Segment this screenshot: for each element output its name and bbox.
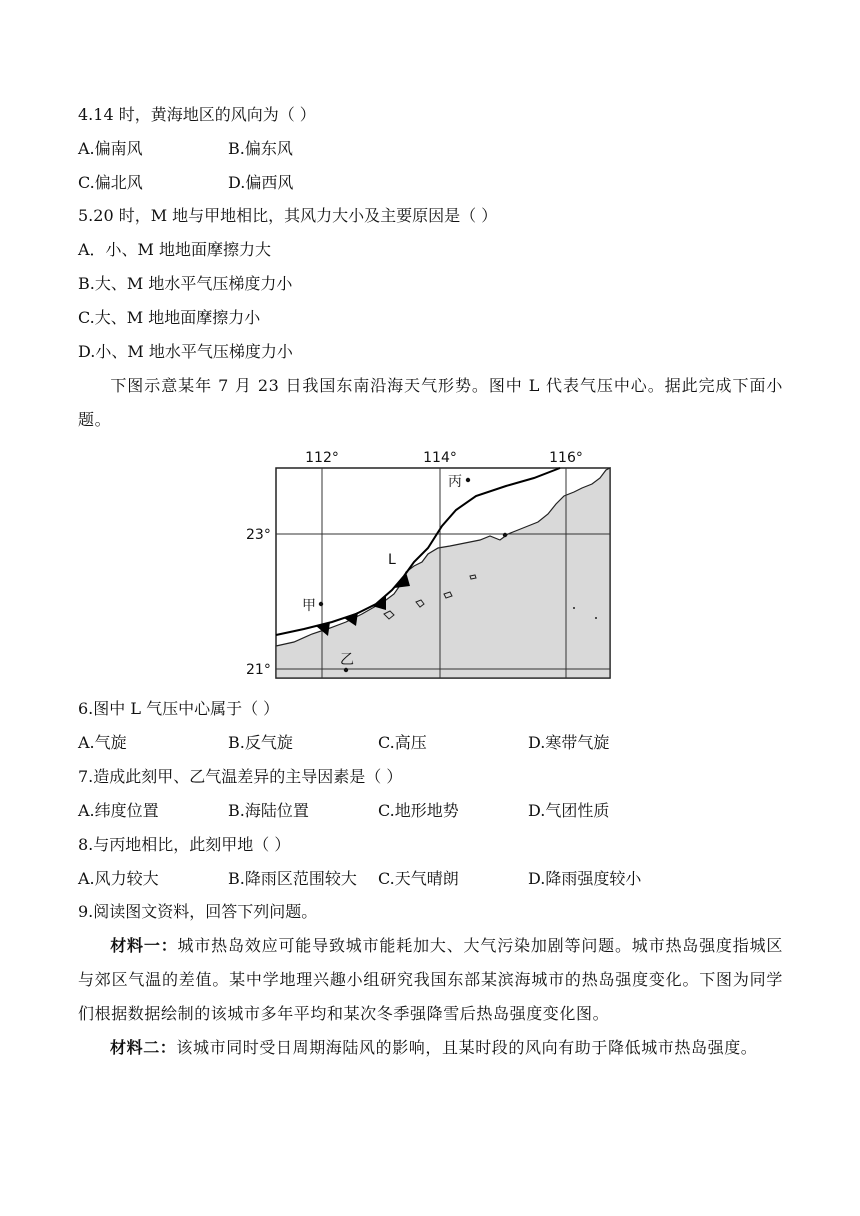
material-one-text: 城市热岛效应可能导致城市能耗加大、大气污染加剧等问题。城市热岛强度指城区与郊区气温的差值。某中学地理兴趣小组研究我国东部某滨海城市的热岛强度变化。下图为同学们根据数据绘制的该城市多年平均和某次冬季强降雪后热岛强度变化图。 [78,936,783,1023]
place-label-jia: 甲 [302,598,316,614]
q6-stem: 6.图中 L 气压中心属于（ ） [78,699,280,718]
q8-option-c: C.天气晴朗 [378,869,459,888]
q6-option-d: D.寒带气旋 [528,733,610,752]
lon-label-114: 114° [423,450,457,466]
pressure-center-label: L [388,552,396,568]
q5-option-a: A．小、M 地地面摩擦力大 [78,240,272,259]
q7-stem: 7.造成此刻甲、乙气温差异的主导因素是（ ） [78,767,403,786]
q4-option-a: A.偏南风 [78,139,143,158]
material-one-label: 材料一： [110,936,178,955]
q4-option-d: D.偏西风 [228,173,294,192]
place-label-bing: 丙 [448,474,462,490]
q7-option-c: C.地形地势 [378,801,459,820]
lat-label-23: 23° [246,527,271,543]
place-dot-bing [466,478,470,482]
q9-stem: 9.阅读图文资料，回答下列问题。 [78,902,318,921]
q7-option-d: D.气团性质 [528,801,610,820]
q4-stem: 4.14 时，黄海地区的风向为（ ） [78,105,316,124]
material-two-label: 材料二： [110,1038,177,1057]
q7-option-a: A.纬度位置 [78,801,159,820]
q5-option-b: B.大、M 地水平气压梯度力小 [78,274,293,293]
lon-label-112: 112° [305,450,339,466]
city-dot [503,533,507,537]
q7-option-b: B.海陆位置 [228,801,309,820]
islet-dot [595,617,597,619]
lat-label-21: 21° [246,662,271,678]
q5-option-c: C.大、M 地地面摩擦力小 [78,308,261,327]
q8-option-d: D.降雨强度较小 [528,869,642,888]
place-dot-yi [344,668,348,672]
q8-option-a: A.风力较大 [78,869,159,888]
q5-option-d: D.小、M 地水平气压梯度力小 [78,342,293,361]
q6-option-a: A.气旋 [78,733,127,752]
q4-option-b: B.偏东风 [228,139,293,158]
material-two-text: 该城市同时受日周期海陆风的影响，且某时段的风向有助于降低城市热岛强度。 [176,1038,758,1057]
material-two [78,1031,783,1065]
weather-map [244,444,624,682]
intro-text: 下图示意某年 7 月 23 日我国东南沿海天气形势。图中 L 代表气压中心。据此完成下面小题。 [78,376,783,429]
lon-label-116: 116° [549,450,583,466]
islet-dot [573,607,575,609]
q8-stem: 8.与丙地相比，此刻甲地（ ） [78,835,291,854]
island [470,575,476,579]
q6-option-b: B.反气旋 [228,733,293,752]
place-label-yi: 乙 [340,652,354,668]
q8-option-b: B.降雨区范围较大 [228,869,357,888]
material-one [78,929,783,1031]
q6-option-c: C.高压 [378,733,427,752]
q4-option-c: C.偏北风 [78,173,143,192]
intro-paragraph [78,369,783,437]
place-dot-jia [319,602,323,606]
q5-stem: 5.20 时，M 地与甲地相比，其风力大小及主要原因是（ ） [78,206,498,225]
